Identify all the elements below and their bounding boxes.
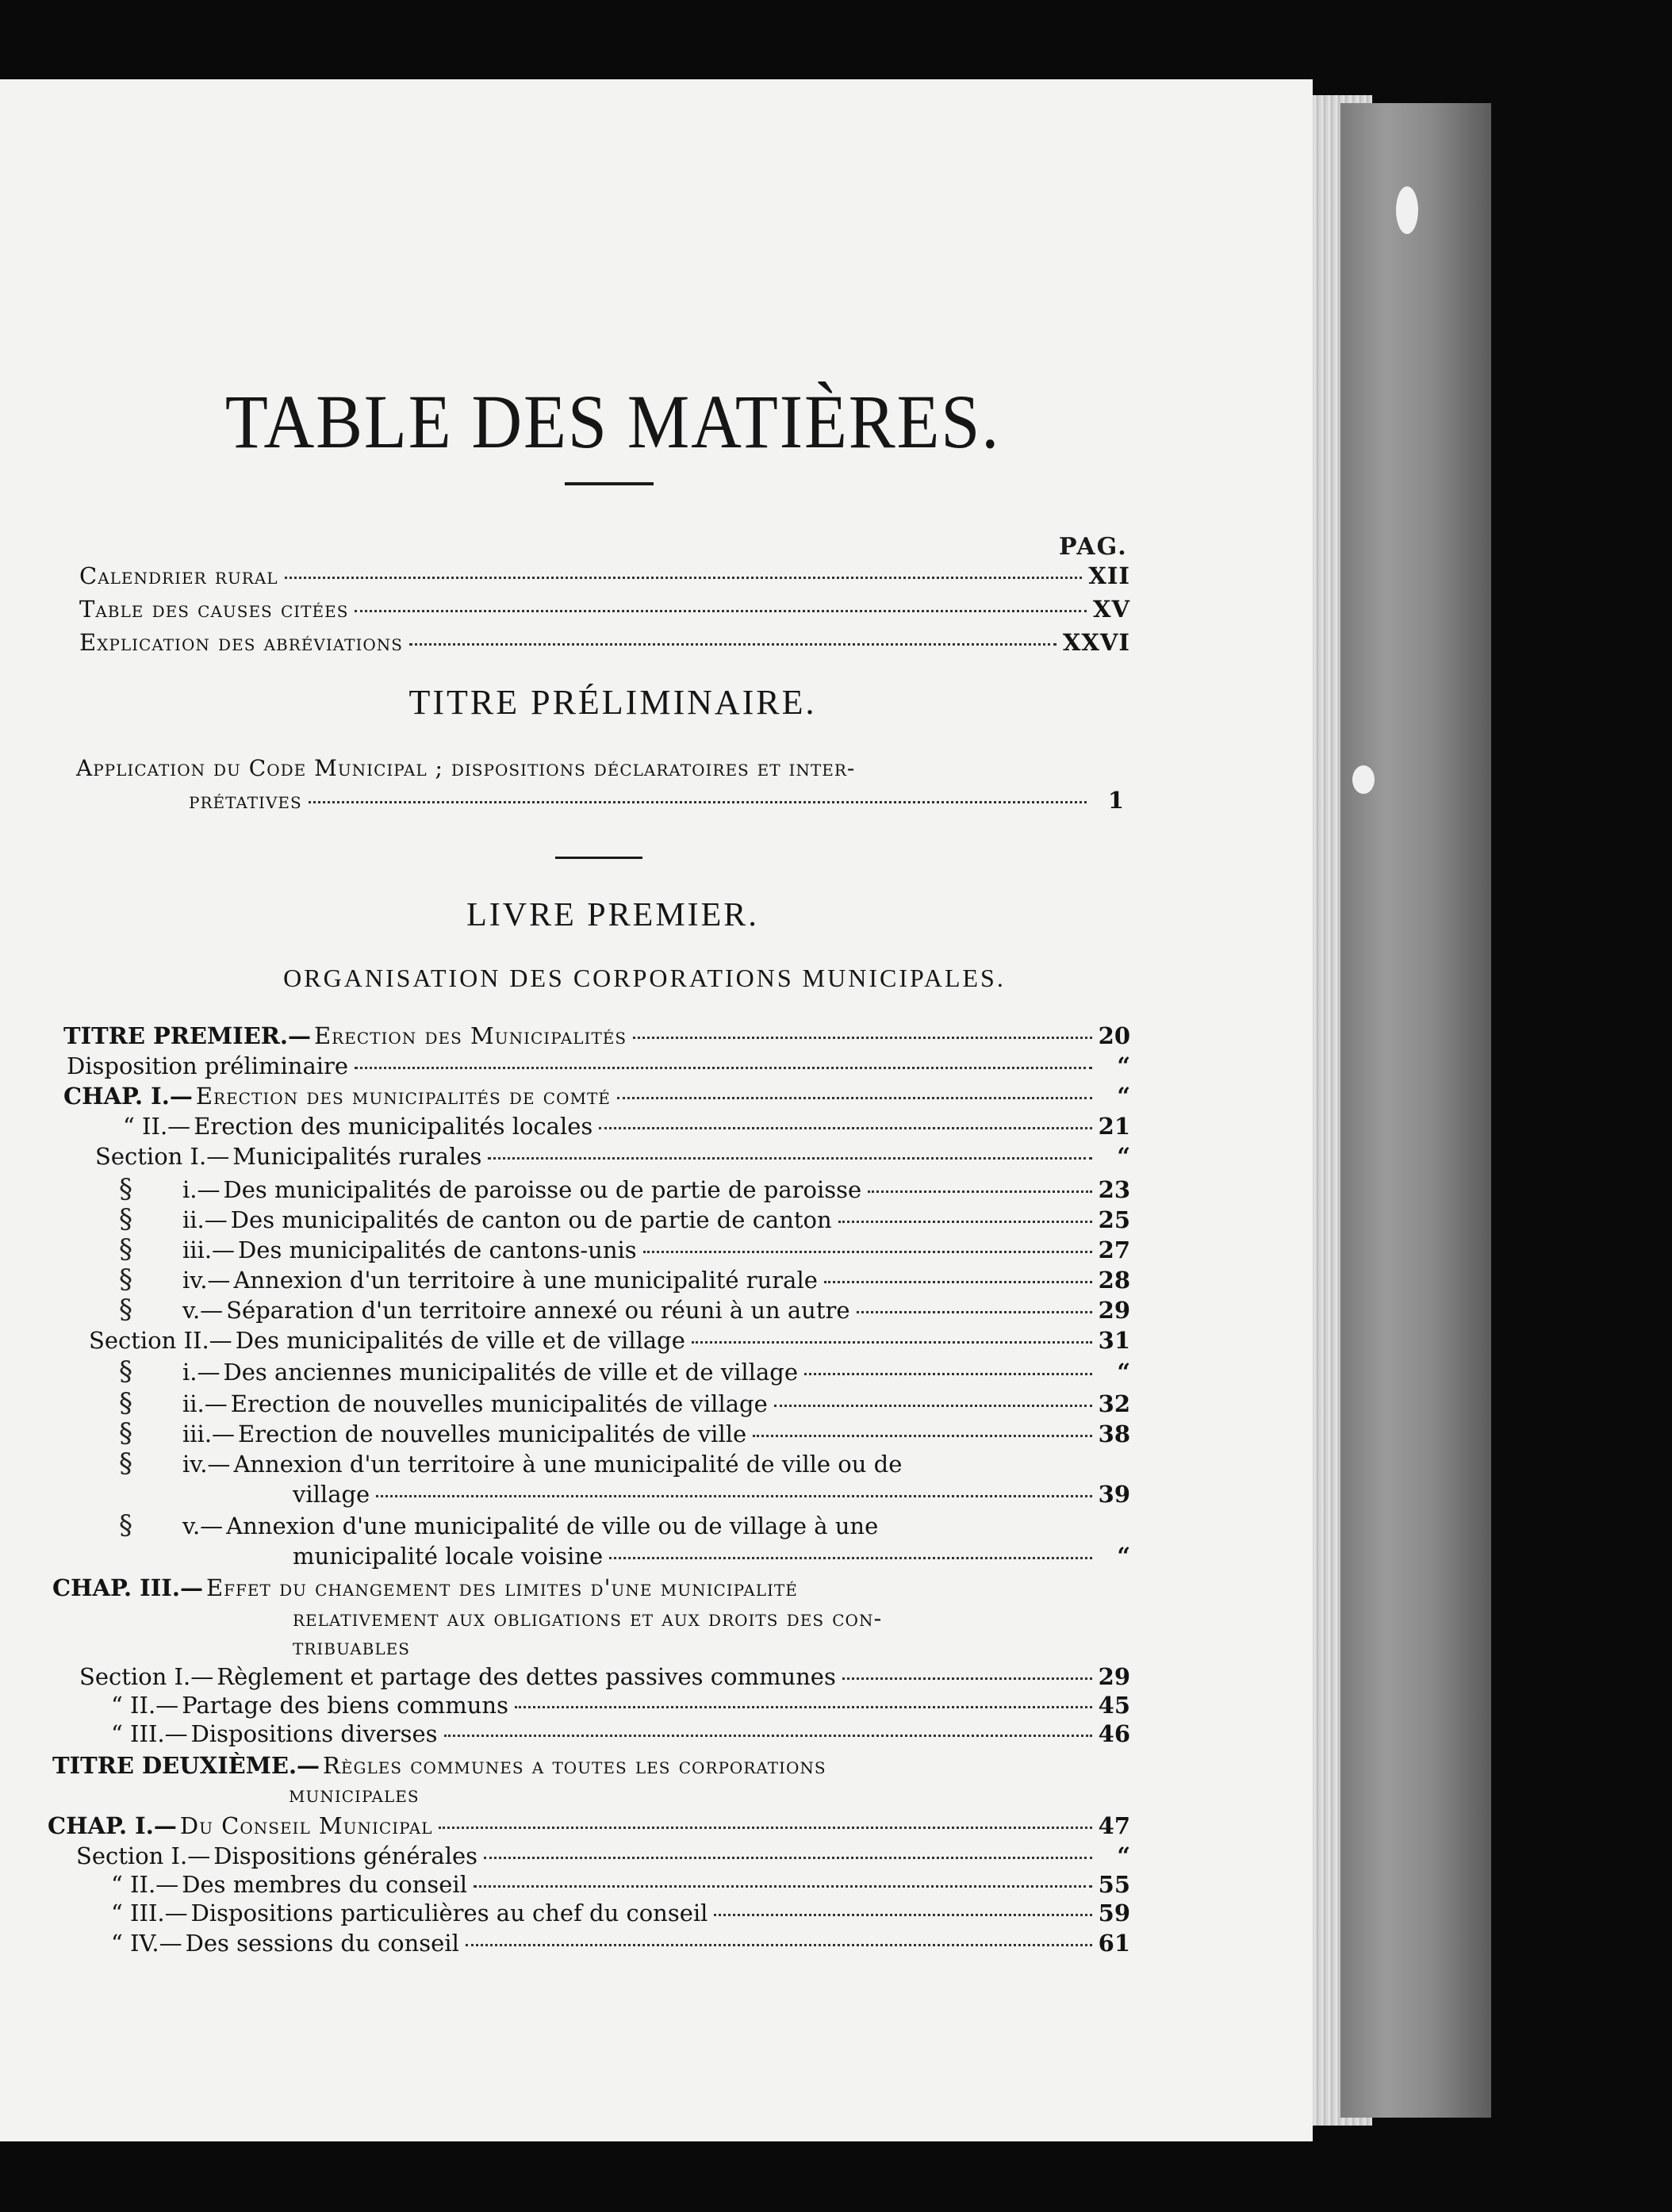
entry-text: Annexion d'une municipalité de ville ou de village à une [226, 1512, 879, 1539]
entry-prefix: Section I.— [95, 1143, 230, 1170]
page-column-label: PAG. [1059, 533, 1128, 561]
page-title: TABLE DES MATIÈRES. [224, 379, 1001, 464]
entry-prefix: i.— [182, 1359, 221, 1386]
entry-page: 61 [1098, 1930, 1130, 1957]
section-symbol: § [119, 1263, 132, 1295]
toc-entry [111, 1873, 1130, 1896]
toc-entry [111, 1694, 1130, 1717]
entry-prefix: iii.— [182, 1236, 236, 1263]
toc-entry [119, 1447, 1130, 1479]
leader-dots [439, 1827, 1091, 1829]
entry-page: 55 [1098, 1871, 1130, 1898]
entry-text: Partage des biens communs [182, 1692, 508, 1719]
toc-entry [286, 1783, 1130, 1806]
toc-entry [119, 1233, 1130, 1265]
toc-entry: Explication des abréviations XXVI [79, 629, 1130, 656]
leader-dots [868, 1190, 1091, 1193]
entry-text: Erection des Municipalités [314, 1022, 627, 1049]
toc-entry [119, 1417, 1130, 1449]
section-symbol: § [119, 1417, 132, 1449]
entry-prefix: i.— [182, 1176, 221, 1203]
entry-page: 47 [1098, 1812, 1130, 1839]
entry-prefix: “ II.— [111, 1692, 179, 1719]
leader-dots [484, 1857, 1092, 1859]
entry-page: 21 [1098, 1113, 1130, 1140]
entry-page: “ [1117, 1543, 1130, 1570]
toc-entry [290, 1604, 1130, 1631]
entry-page: “ [1117, 1083, 1130, 1110]
leader-dots [474, 1885, 1092, 1888]
entry-prefix: “ II.— [111, 1871, 179, 1898]
section-symbol: § [119, 1203, 132, 1235]
leader-dots [355, 1067, 1092, 1069]
leader-dots [599, 1127, 1091, 1129]
toc-entry [63, 1085, 1130, 1108]
entry-text: Erection des municipalités locales [194, 1113, 593, 1140]
toc-entry [119, 1263, 1130, 1295]
entry-prefix: iv.— [182, 1267, 231, 1294]
toc-entry [111, 1720, 1130, 1747]
entry-page: “ [1117, 1359, 1130, 1386]
entry-prefix: “ IV.— [111, 1930, 182, 1957]
entry-page: 45 [1098, 1692, 1130, 1719]
entry-page: 20 [1098, 1022, 1130, 1049]
scan-speck [1396, 186, 1418, 234]
entry-text: Municipalités rurales [232, 1143, 482, 1170]
section-symbol: § [119, 1447, 132, 1479]
entry-prefix: iv.— [182, 1451, 231, 1478]
entry-page: 39 [1098, 1481, 1130, 1508]
leader-dots [609, 1557, 1092, 1559]
leader-dots [692, 1341, 1092, 1344]
entry-text: Des membres du conseil [182, 1871, 467, 1898]
leader-dots [617, 1097, 1092, 1099]
toc-entry [111, 1902, 1130, 1925]
book-subheading: ORGANISATION DES CORPORATIONS MUNICIPALES. [283, 964, 1006, 992]
entry-prefix: TITRE PREMIER.— [63, 1022, 312, 1049]
leader-dots [838, 1221, 1092, 1223]
toc-entry [76, 1842, 1130, 1869]
section-heading: TITRE PRÉLIMINAIRE. [408, 683, 817, 722]
entry-prefix: CHAP. III.— [52, 1574, 203, 1601]
toc-entry [63, 1052, 1130, 1079]
entry-text: Règlement et partage des dettes passives communes [217, 1663, 836, 1690]
entry-page: “ [1117, 1052, 1130, 1079]
entry-page: “ [1117, 1143, 1130, 1170]
leader-dots [824, 1281, 1092, 1283]
entry-prefix: v.— [182, 1297, 224, 1324]
leader-dots [376, 1495, 1091, 1497]
toc-entry [119, 1173, 1130, 1205]
entry-text: Du Conseil Municipal [179, 1812, 433, 1839]
toc-entry [119, 1294, 1130, 1325]
entry-text: Erection des municipalités de comté [195, 1083, 611, 1110]
entry-prefix: TITRE DEUXIÈME.— [52, 1752, 320, 1779]
entry-prefix: “ II.— [123, 1113, 191, 1140]
entry-page: 29 [1098, 1297, 1130, 1324]
entry-page: “ [1117, 1842, 1130, 1869]
entry-page: 38 [1098, 1420, 1130, 1447]
entry-prefix: Section II.— [89, 1327, 232, 1354]
entry-prefix: “ III.— [111, 1720, 188, 1747]
leader-dots [857, 1311, 1092, 1313]
leader-dots [466, 1944, 1092, 1946]
leader-dots [714, 1914, 1091, 1916]
entry-prefix: iii.— [182, 1420, 236, 1447]
entry-text: Séparation d'un territoire annexé ou réuni à un autre [226, 1297, 850, 1324]
entry-page: 23 [1098, 1176, 1130, 1203]
toc-entry [89, 1329, 1130, 1352]
toc-entry [63, 1022, 1130, 1049]
toc-entry [290, 1545, 1130, 1568]
toc-entry [79, 1663, 1130, 1690]
entry-text: tribuables [293, 1633, 410, 1660]
entry-page: 25 [1098, 1206, 1130, 1233]
entry-text: Dispositions générales [213, 1842, 478, 1869]
entry-prefix: ii.— [182, 1206, 228, 1233]
leader-dots [774, 1405, 1092, 1407]
toc-entry: Calendrier rural XII [79, 562, 1130, 589]
section-symbol: § [119, 1173, 132, 1205]
book-spine [1340, 103, 1491, 2118]
scan-speck [1352, 765, 1375, 794]
toc-entry [52, 1574, 1130, 1601]
toc-entry [119, 1509, 1130, 1541]
entry-text: Annexion d'un territoire à une municipalité rurale [233, 1267, 818, 1294]
entry-text: Des municipalités de ville et de village [235, 1327, 685, 1354]
entry-text: Annexion d'un territoire à une municipalité de ville ou de [233, 1451, 903, 1478]
entry-prefix: “ III.— [111, 1900, 188, 1926]
toc-entry [123, 1115, 1130, 1138]
toc-entry [95, 1145, 1130, 1168]
entry-text: municipalité locale voisine [293, 1543, 604, 1570]
entry-text: Règles communes a toutes les corporations [323, 1752, 826, 1779]
toc-entry [290, 1483, 1130, 1506]
entry-text: Dispositions particulières au chef du conseil [190, 1900, 708, 1926]
toc-entry-line: Application du Code Municipal ; dispositions déclaratoires et inter- [76, 755, 856, 781]
entry-page: 27 [1098, 1236, 1130, 1263]
leader-dots [753, 1435, 1091, 1437]
entry-text: Disposition préliminaire [67, 1052, 349, 1079]
toc-entry [290, 1635, 1130, 1658]
entry-prefix: Section I.— [79, 1663, 214, 1690]
leader-dots [804, 1373, 1092, 1375]
section-symbol: § [119, 1387, 132, 1419]
entry-text: Des anciennes municipalités de ville et de village [223, 1359, 798, 1386]
leader-dots [633, 1037, 1092, 1039]
section-symbol: § [119, 1509, 132, 1541]
toc-entry [119, 1355, 1130, 1387]
entry-text: Des municipalités de canton ou de partie de canton [230, 1206, 832, 1233]
entry-text: municipales [289, 1781, 420, 1808]
section-rule [555, 857, 642, 859]
toc-entry [111, 1932, 1130, 1955]
entry-text: village [293, 1481, 370, 1508]
entry-prefix: v.— [182, 1512, 224, 1539]
entry-prefix: ii.— [182, 1390, 228, 1417]
leader-dots [643, 1251, 1092, 1253]
entry-page: 32 [1098, 1390, 1130, 1417]
entry-text: Des municipalités de paroisse ou de partie de paroisse [223, 1176, 862, 1203]
toc-entry [119, 1387, 1130, 1419]
leader-dots [488, 1157, 1092, 1160]
toc-entry: prétatives 1 [189, 787, 1125, 814]
toc-entry: Table des causes citées XV [79, 596, 1130, 623]
entry-text: Effet du changement des limites d'une municipalité [205, 1574, 798, 1601]
toc-entry [119, 1203, 1130, 1235]
entry-page: 29 [1098, 1663, 1130, 1690]
toc-entry [52, 1754, 1130, 1777]
entry-text: Des municipalités de cantons-unis [238, 1236, 637, 1263]
title-rule [565, 482, 654, 485]
entry-text: Erection de nouvelles municipalités de ville [238, 1420, 747, 1447]
entry-text: Dispositions diverses [190, 1720, 438, 1747]
leader-dots [515, 1706, 1092, 1708]
leader-dots [842, 1677, 1092, 1680]
entry-page: 31 [1098, 1327, 1130, 1354]
book-heading: LIVRE PREMIER. [466, 897, 759, 933]
entry-text: Erection de nouvelles municipalités de village [230, 1390, 768, 1417]
leader-dots [444, 1735, 1092, 1737]
entry-page: 46 [1098, 1720, 1130, 1747]
entry-prefix: CHAP. I.— [63, 1083, 193, 1110]
entry-page: 28 [1098, 1267, 1130, 1294]
entry-text: relativement aux obligations et aux droits des con- [293, 1604, 883, 1631]
section-symbol: § [119, 1294, 132, 1325]
entry-page: 59 [1098, 1900, 1130, 1926]
entry-prefix: Section I.— [76, 1842, 211, 1869]
entry-prefix: CHAP. I.— [48, 1812, 177, 1839]
section-symbol: § [119, 1233, 132, 1265]
section-symbol: § [119, 1355, 132, 1387]
toc-entry [48, 1812, 1130, 1839]
entry-text: Des sessions du conseil [185, 1930, 459, 1957]
